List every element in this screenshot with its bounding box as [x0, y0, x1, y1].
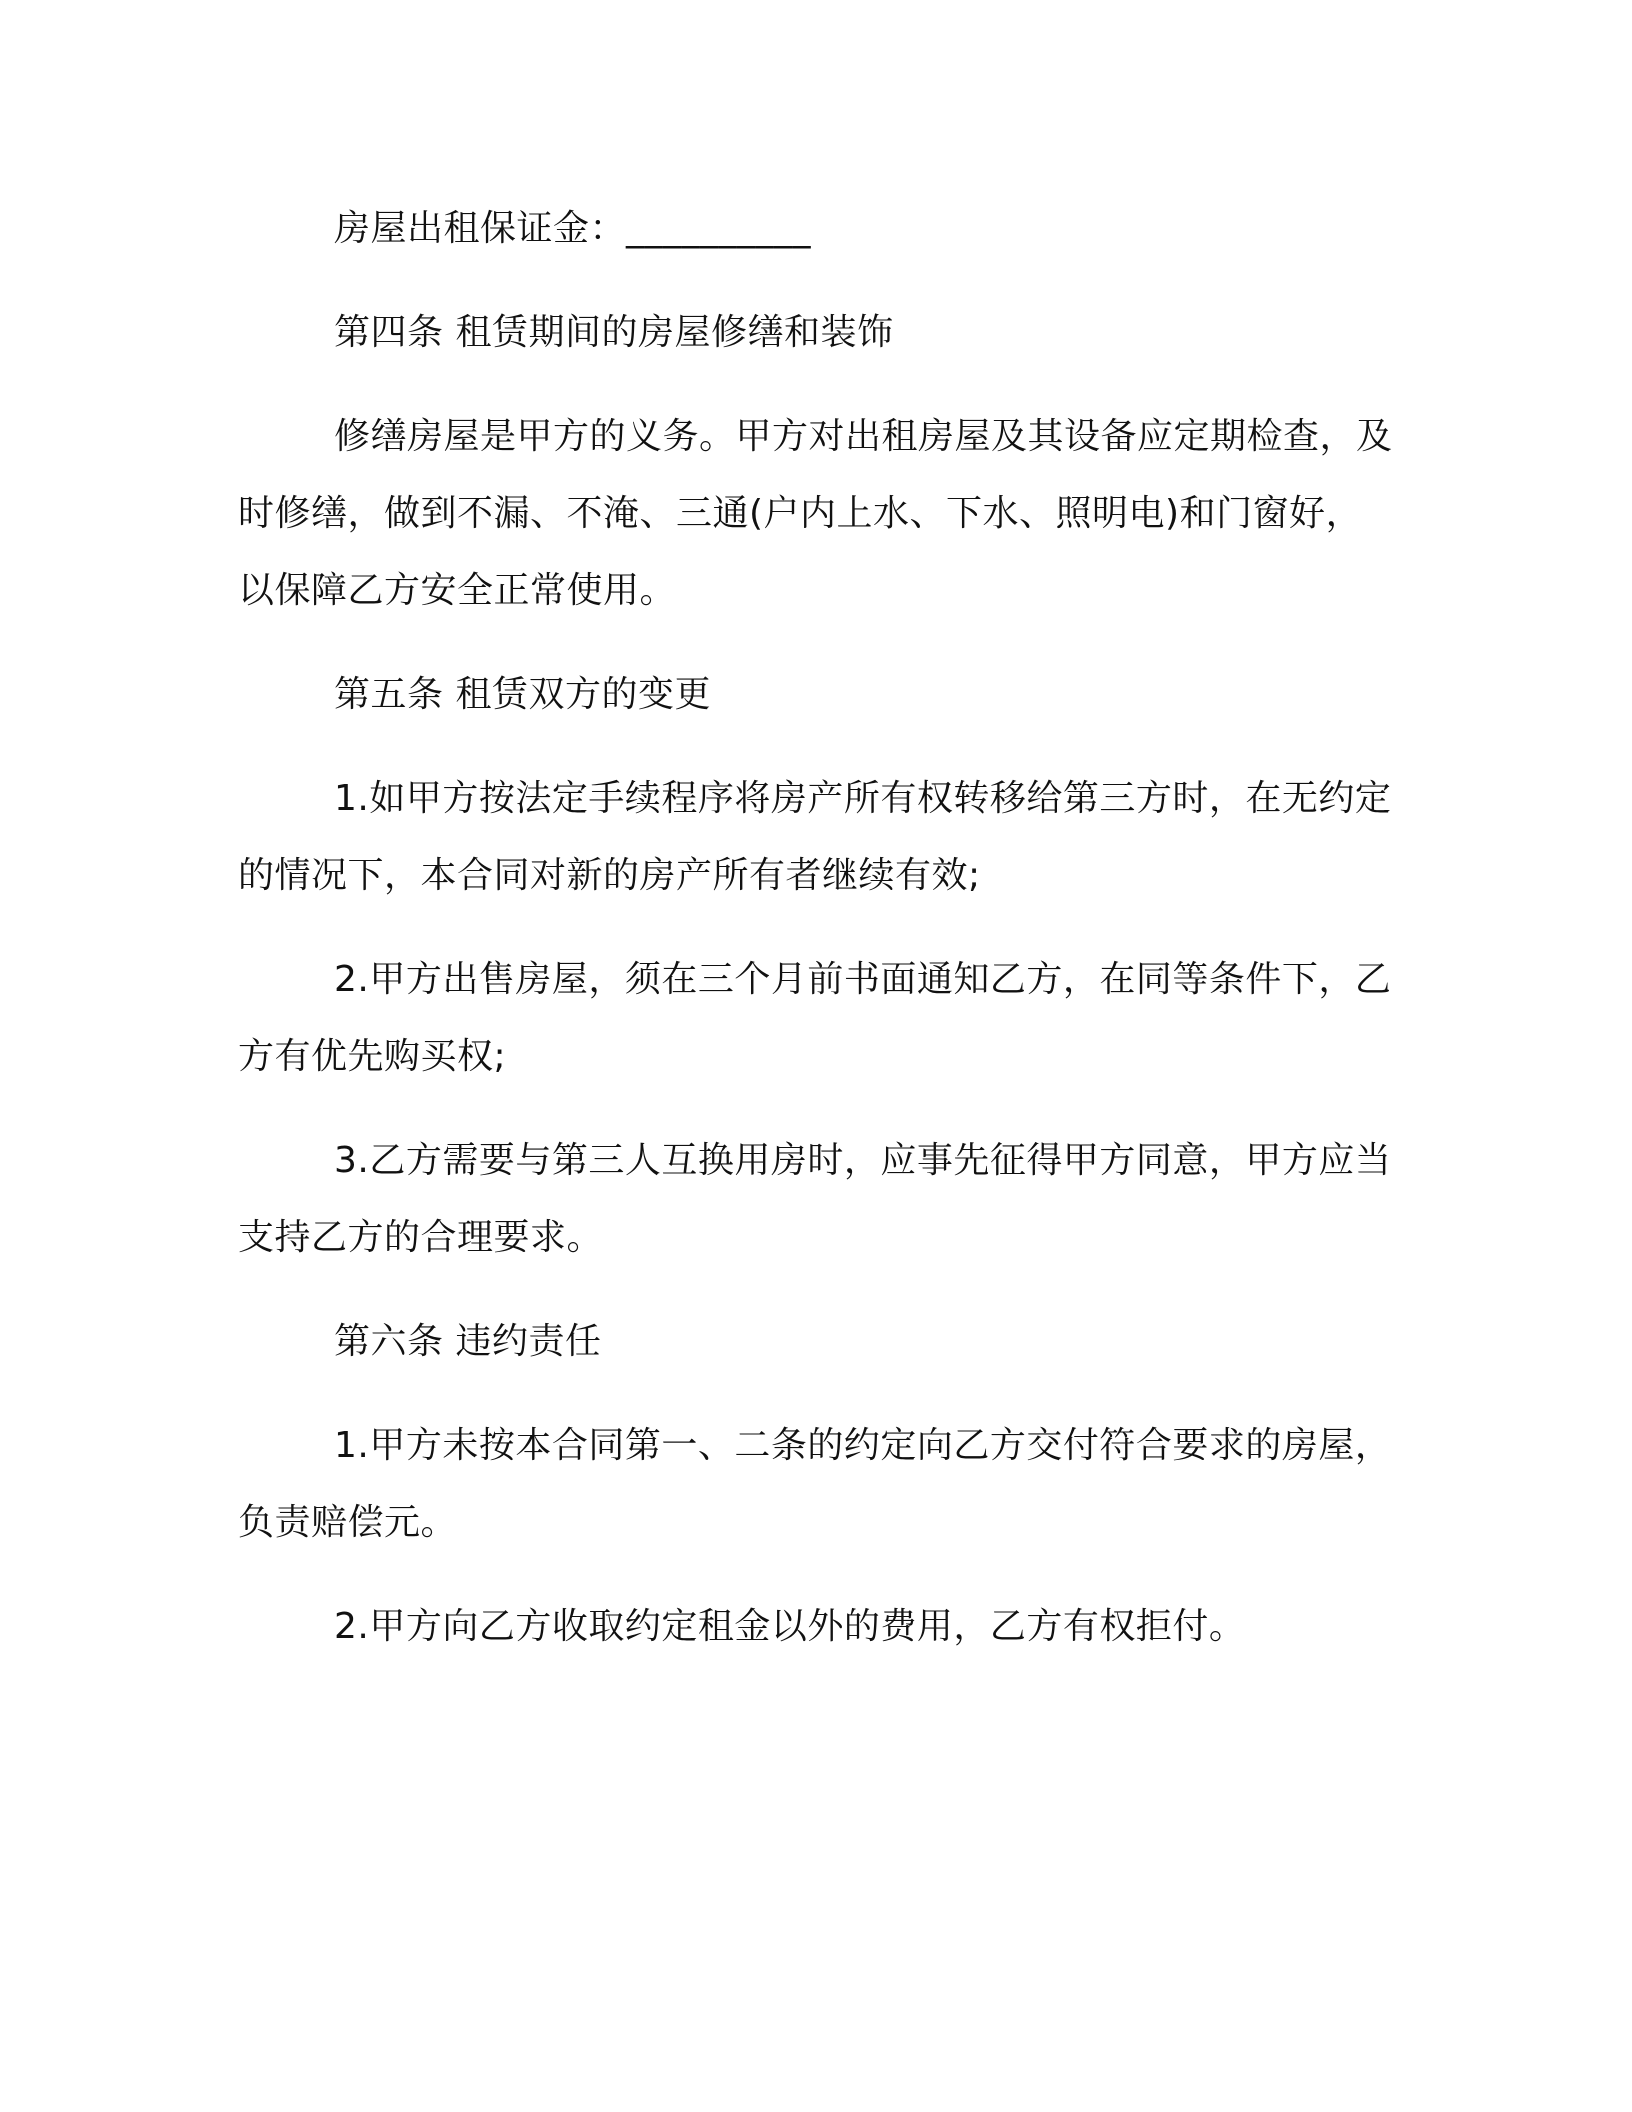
article-6-heading: 第六条 违约责任 — [334, 1321, 602, 1362]
article-5-item-3: 3.乙方需要与第三人互换用房时，应事先征得甲方同意，甲方应当支持乙方的合理要求。 — [238, 1140, 1392, 1258]
document-body — [238, 190, 1398, 1665]
article-6-item-2: 2.甲方向乙方收取约定租金以外的费用，乙方有权拒付。 — [334, 1606, 1246, 1647]
article-6-item-1: 1.甲方未按本合同第一、二条的约定向乙方交付符合要求的房屋，负责赔偿元。 — [238, 1425, 1392, 1543]
article-5-item-1: 1.如甲方按法定手续程序将房产所有权转移给第三方时，在无约定的情况下，本合同对新的房产所有者继续有效; — [238, 778, 1392, 896]
article-5-item-2: 2.甲方出售房屋，须在三个月前书面通知乙方，在同等条件下，乙方有优先购买权; — [238, 959, 1392, 1077]
article-4-heading: 第四条 租赁期间的房屋修缮和装饰 — [334, 312, 894, 353]
article-4-body: 修缮房屋是甲方的义务。甲方对出租房屋及其设备应定期检查，及时修缮，做到不漏、不淹、三通(户内上水、下水、照明电)和门窗好，以保障乙方安全正常使用。 — [238, 416, 1393, 611]
article-5-heading: 第五条 租赁双方的变更 — [334, 674, 711, 715]
deposit-line: 房屋出租保证金：__________ — [334, 208, 812, 249]
